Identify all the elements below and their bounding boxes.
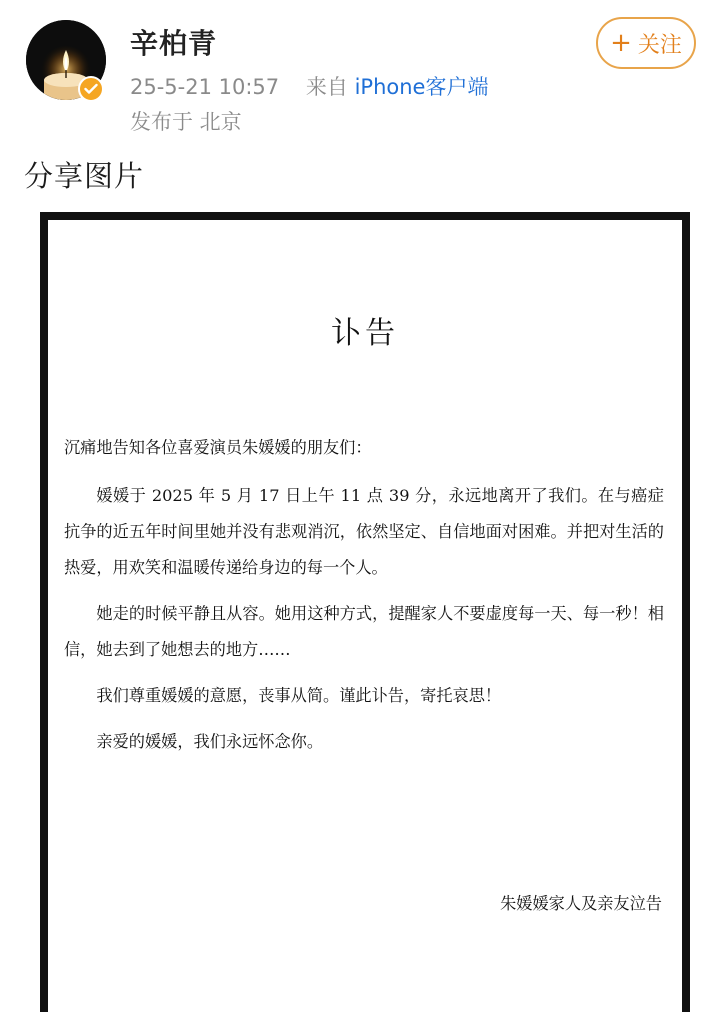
post-image[interactable] — [40, 212, 690, 1012]
post-meta — [130, 71, 488, 101]
notice-salutation: 沉痛地告知各位喜爱演员朱媛媛的朋友们： — [64, 438, 372, 457]
post-header — [0, 0, 720, 145]
notice-paragraph: 媛媛于 2025 年 5 月 17 日上午 11 点 39 分，永远地离开了我们。在与癌症抗争的近五年时间里她并没有悲观消沉，依然坚定、自信地面对困难。并把对生活的热爱，用欢笑和温暖传递给身边的每一个人。 — [64, 486, 664, 577]
notice-paragraph: 我们尊重媛媛的意愿，丧事从简。谨此讣告，寄托哀思！ — [96, 686, 502, 705]
source-link[interactable]: iPhone客户端 — [354, 75, 489, 99]
follow-button[interactable] — [596, 17, 696, 69]
notice-paragraph: 她走的时候平静且从容。她用这种方式，提醒家人不要虚度每一天、每一秒！相信，她去到了她想去的地方…… — [64, 604, 664, 659]
plus-icon: + — [610, 28, 632, 58]
post-text: 分享图片 — [24, 159, 145, 193]
notice-title: 讣告 — [331, 316, 399, 351]
post-location: 发布于 北京 — [130, 110, 242, 134]
follow-label: 关注 — [637, 32, 682, 58]
notice-body — [64, 430, 664, 770]
notice-paragraph: 亲爱的媛媛，我们永远怀念你。 — [96, 732, 324, 751]
obituary-document — [48, 220, 682, 1012]
notice-signature: 朱媛媛家人及亲友泣告 — [500, 894, 662, 913]
verified-badge-icon — [78, 76, 104, 102]
source-prefix: 来自 — [305, 75, 348, 99]
post-date: 25-5-21 10:57 — [130, 75, 280, 99]
author-name[interactable]: 辛柏青 — [130, 27, 218, 60]
